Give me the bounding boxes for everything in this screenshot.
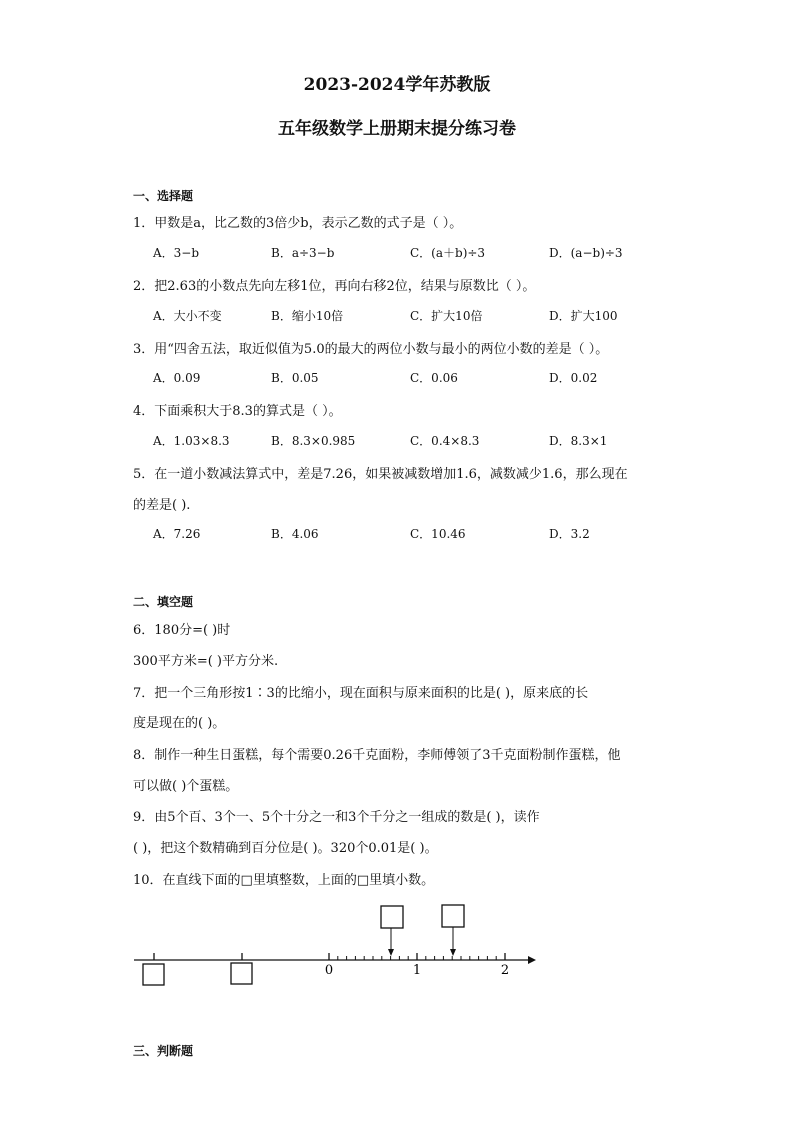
option-a[interactable]: A．大小不变: [153, 309, 222, 323]
question-6-line-1: 6．180分=( )时: [133, 623, 231, 638]
arrowhead-upper-left: [388, 949, 394, 956]
section-judge-heading: 三、判断题: [133, 1044, 194, 1058]
option-c[interactable]: C．扩大10倍: [410, 309, 483, 323]
question-5-text-line-1: 5．在一道小数减法算式中，差是7.26，如果被减数增加1.6，减数减少1.6，那么现在: [133, 467, 628, 482]
question-1-text: 1．甲数是a，比乙数的3倍少b，表示乙数的式子是（ ）。: [133, 216, 463, 231]
question-7-line-2: 度是现在的( )。: [133, 716, 226, 731]
answer-box-lower-left[interactable]: [143, 964, 164, 985]
option-b[interactable]: B．8.3×0.985: [271, 434, 356, 448]
question-6-line-2: 300平方米=( )平方分米.: [133, 654, 279, 669]
option-c[interactable]: C．0.06: [410, 371, 458, 385]
option-b[interactable]: B．缩小10倍: [271, 309, 344, 323]
answer-box-upper-left[interactable]: [381, 906, 403, 928]
option-b[interactable]: B．a÷3−b: [271, 246, 335, 260]
title-line-1: 2023-2024学年苏教版: [303, 75, 491, 95]
option-c[interactable]: C．10.46: [410, 527, 466, 541]
answer-box-upper-right[interactable]: [442, 905, 464, 927]
question-7-line-1: 7．把一个三角形按1∶3的比缩小，现在面积与原来面积的比是( )，原来底的长: [133, 686, 589, 701]
number-line-axis: [134, 956, 536, 964]
option-d[interactable]: D．8.3×1: [549, 434, 608, 448]
question-8-line-2: 可以做( )个蛋糕。: [133, 779, 239, 794]
tick-label-2: 2: [500, 963, 510, 978]
option-b[interactable]: B．4.06: [271, 527, 319, 541]
option-c[interactable]: C．0.4×8.3: [410, 434, 480, 448]
tick-label-0: 0: [324, 963, 334, 978]
question-10-text: 10．在直线下面的□里填整数，上面的□里填小数。: [133, 873, 435, 888]
option-a[interactable]: A．0.09: [153, 371, 201, 385]
option-c[interactable]: C．(a＋b)÷3: [410, 246, 486, 260]
question-8-line-1: 8．制作一种生日蛋糕，每个需要0.26千克面粉，李师傅领了3千克面粉制作蛋糕，他: [133, 748, 621, 763]
option-b[interactable]: B．0.05: [271, 371, 319, 385]
question-9-line-2: ( )，把这个数精确到百分位是( )。320个0.01是( )。: [133, 841, 438, 856]
option-a[interactable]: A．3−b: [153, 246, 200, 260]
number-line-figure: [130, 898, 540, 993]
question-2-text: 2．把2.63的小数点先向左移1位，再向右移2位，结果与原数比（ ）。: [133, 279, 536, 294]
arrowhead-upper-right: [450, 949, 456, 956]
option-a[interactable]: A．7.26: [153, 527, 201, 541]
question-4-text: 4．下面乘积大于8.3的算式是（ ）。: [133, 404, 342, 419]
section-fill-heading: 二、填空题: [133, 595, 194, 609]
question-9-line-1: 9．由5个百、3个一、5个十分之一和3个千分之一组成的数是( )，读作: [133, 810, 540, 825]
option-d[interactable]: D．0.02: [549, 371, 598, 385]
question-3-text: 3．用“四舍五法，取近似值为5.0的最大的两位小数与最小的两位小数的差是（ ）。: [133, 342, 609, 357]
option-d[interactable]: D．(a−b)÷3: [549, 246, 623, 260]
tick-label-1: 1: [412, 963, 422, 978]
section-choice-heading: 一、选择题: [133, 189, 194, 203]
question-5-text-line-2: 的差是( ).: [133, 498, 191, 513]
option-a[interactable]: A．1.03×8.3: [153, 434, 230, 448]
answer-box-lower-right[interactable]: [231, 963, 252, 984]
option-d[interactable]: D．扩大100: [549, 309, 618, 323]
option-d[interactable]: D．3.2: [549, 527, 590, 541]
title-line-2: 五年级数学上册期末提分练习卷: [278, 119, 516, 139]
